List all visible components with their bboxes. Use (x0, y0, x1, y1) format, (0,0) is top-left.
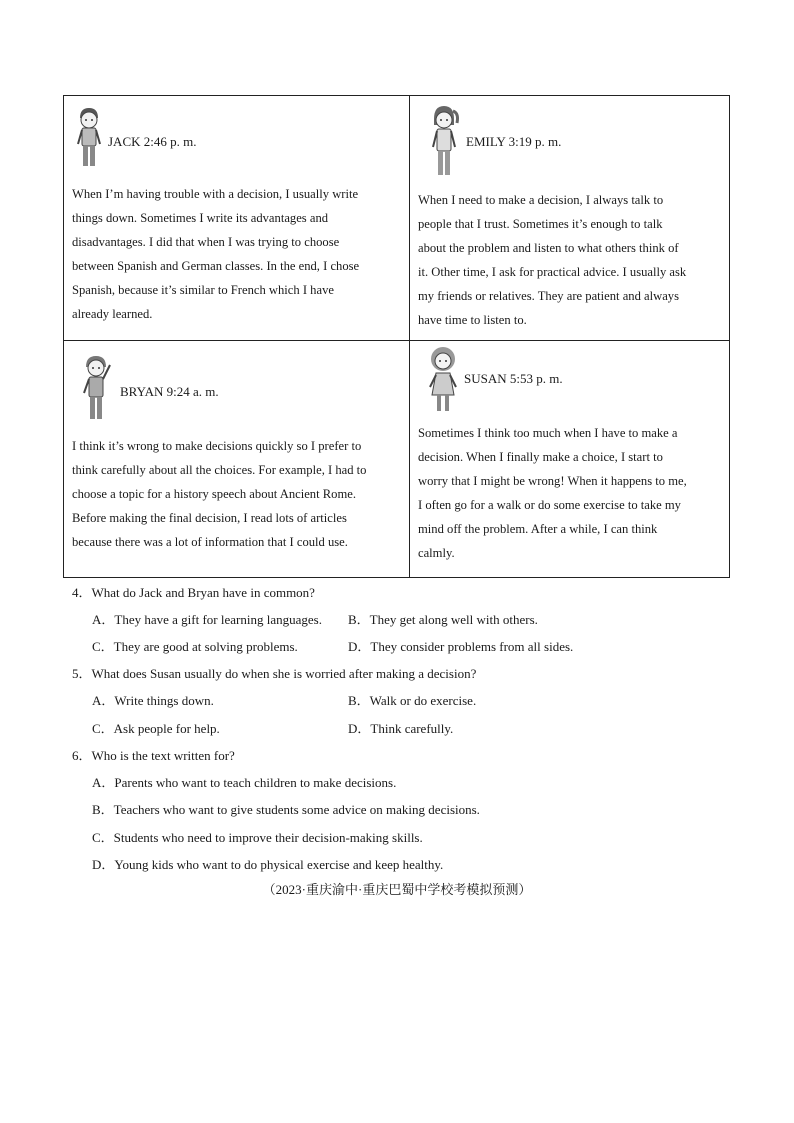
question-6-option-c[interactable]: C．Students who need to improve their decision-making skills. (92, 830, 423, 845)
question-6: 6．Who is the text written for? (72, 748, 235, 763)
boy-waving-avatar-icon (80, 353, 114, 423)
card-text: When I need to make a decision, I always talk to people that I trust. Sometimes it’s enough to talk about the problem and listen to what others think of it. Other time, I ask for practical advice. I usually ask my friends or relatives. They are patient and always have time to listen to. (418, 193, 687, 327)
question-5: 5．What does Susan usually do when she is worried after making a decision? (72, 666, 477, 681)
card-text: I think it’s wrong to make decisions quickly so I prefer to think carefully about all the choices. For example, I had to choose a topic for a history speech about Ancient Rome. Before making the final decision, I read lots of articles because there was a lot of information that I could use. (72, 439, 367, 549)
question-5-option-b[interactable]: B．Walk or do exercise. (348, 693, 477, 708)
question-4-option-d[interactable]: D．They consider problems from all sides. (348, 639, 574, 654)
card-time: 2:46 p. m. (143, 134, 197, 149)
card-name: EMILY (466, 134, 506, 149)
card-bryan (64, 341, 409, 578)
card-name: BRYAN (120, 384, 164, 399)
question-4-option-a[interactable]: A．They have a gift for learning languages. (92, 612, 322, 627)
source-citation: （2023·重庆渝中·重庆巴蜀中学校考模拟预测） (262, 882, 532, 897)
card-name: JACK (108, 134, 141, 149)
question-6-option-a[interactable]: A．Parents who want to teach children to make decisions. (92, 775, 397, 790)
comments-table (63, 95, 730, 578)
girl-avatar-icon (428, 103, 460, 179)
boy-avatar-icon (76, 106, 102, 170)
card-susan (410, 341, 730, 578)
card-time: 5:53 p. m. (509, 371, 563, 386)
question-4-option-c[interactable]: C．They are good at solving problems. (92, 639, 298, 654)
girl-curly-hair-avatar-icon (426, 345, 460, 415)
question-5-option-d[interactable]: D．Think carefully. (348, 721, 454, 736)
card-jack (64, 96, 409, 340)
question-5-option-c[interactable]: C．Ask people for help. (92, 721, 220, 736)
card-name: SUSAN (464, 371, 507, 386)
card-emily (410, 96, 730, 340)
question-6-option-d[interactable]: D．Young kids who want to do physical exercise and keep healthy. (92, 857, 444, 872)
card-time: 9:24 a. m. (166, 384, 219, 399)
question-4: 4．What do Jack and Bryan have in common? (72, 585, 315, 600)
card-text: When I’m having trouble with a decision, I usually write things down. Sometimes I write its advantages and disadvantages. I did that when I was trying to choose between Spanish and German classes. In the end, I chose Spanish, because it’s similar to French which I have already learned. (72, 187, 360, 321)
question-4-option-b[interactable]: B．They get along well with others. (348, 612, 538, 627)
card-text: Sometimes I think too much when I have to make a decision. When I finally make a choice, I start to worry that I might be wrong! When it happens to me, I often go for a walk or do some exercise to take my mind off the problem. After a while, I can think calmly. (418, 426, 687, 560)
card-time: 3:19 p. m. (508, 134, 562, 149)
question-6-option-b[interactable]: B．Teachers who want to give students some advice on making decisions. (92, 802, 480, 817)
question-5-option-a[interactable]: A．Write things down. (92, 693, 214, 708)
